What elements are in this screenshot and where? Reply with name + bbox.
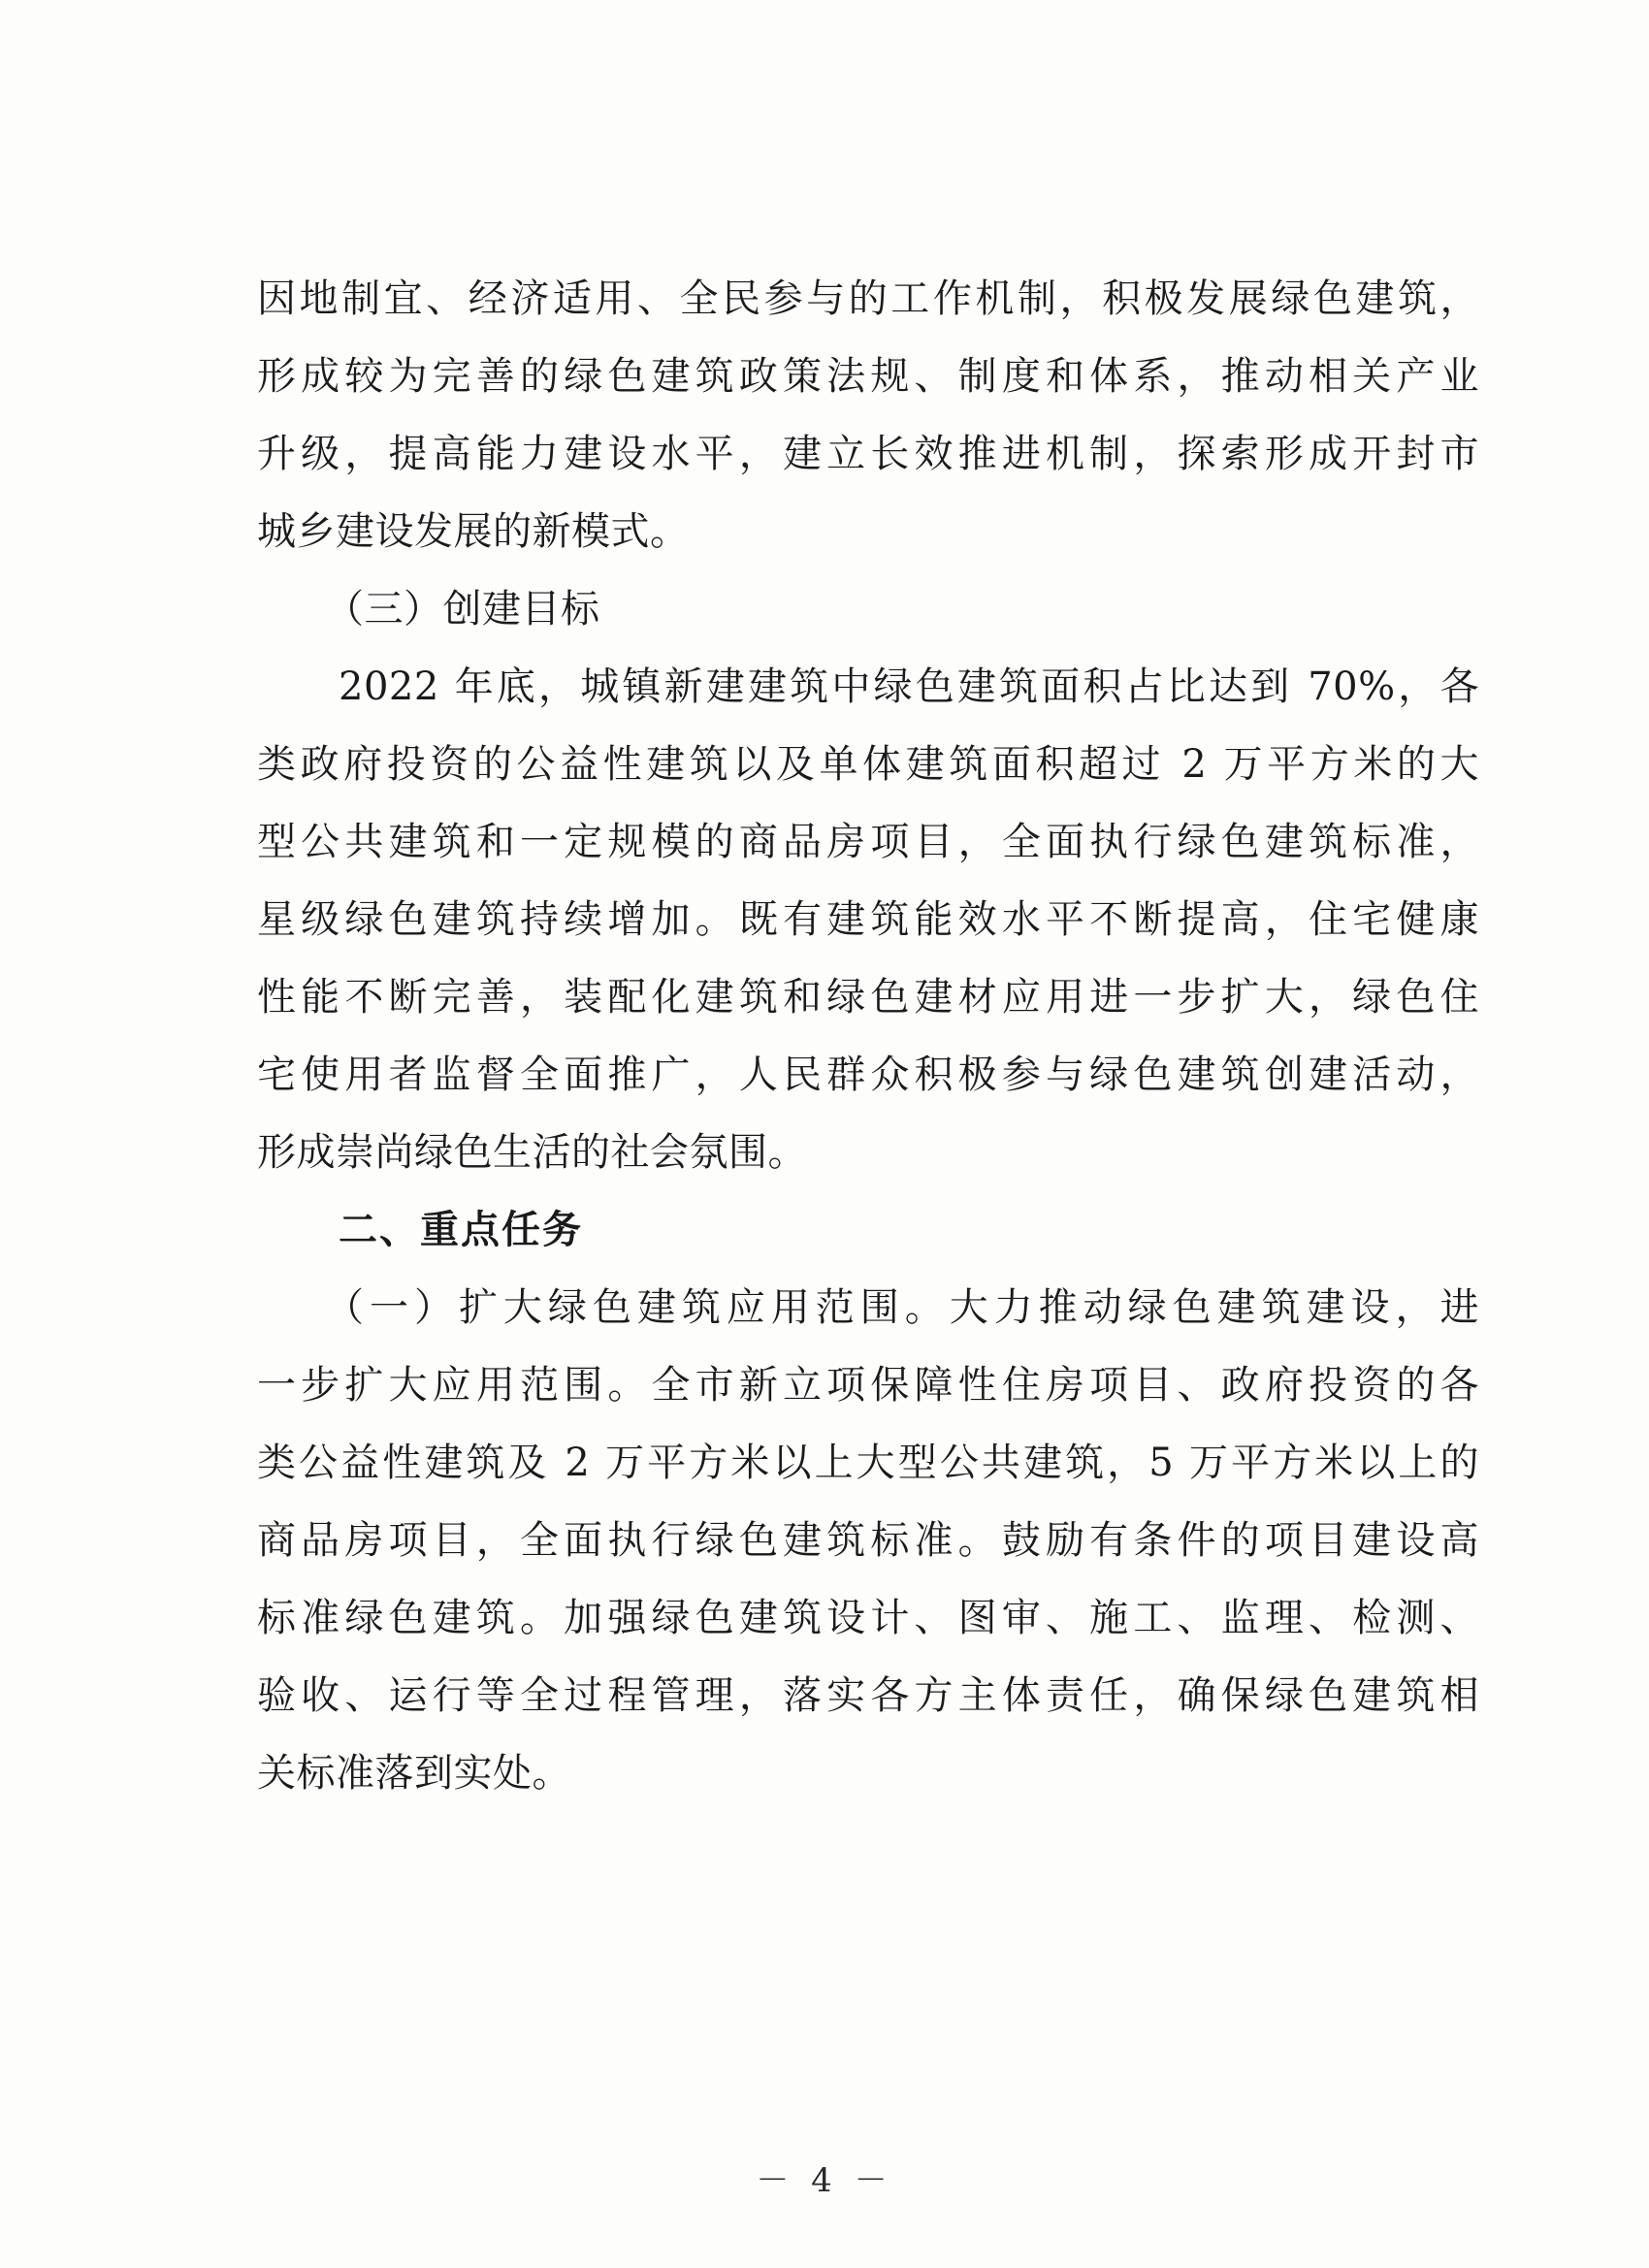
section-heading-key-tasks: 二、重点任务 [339,1208,583,1252]
body-line: 2022 年底，城镇新建建筑中绿色建筑面积占比达到 70%，各 [339,664,1479,709]
body-line: 星级绿色建筑持续增加。既有建筑能效水平不断提高，住宅健康 [257,897,1479,942]
page-number: － 4 － [756,2161,893,2200]
body-line: 城乡建设发展的新模式。 [257,509,690,554]
body-line: 形成崇尚绿色生活的社会氛围。 [257,1130,807,1175]
body-line: 升级，提高能力建设水平，建立长效推进机制，探索形成开封市 [257,432,1479,476]
document-body [257,260,1479,1812]
body-line: 型公共建筑和一定规模的商品房项目，全面执行绿色建筑标准， [257,820,1479,864]
body-line: 商品房项目，全面执行绿色建筑标准。鼓励有条件的项目建设高 [257,1518,1479,1563]
body-line: 形成较为完善的绿色建筑政策法规、制度和体系，推动相关产业 [257,354,1479,399]
subheading-creation-goals: （三）创建目标 [325,587,600,632]
body-line: 标准绿色建筑。加强绿色建筑设计、图审、施工、监理、检测、 [257,1596,1479,1640]
body-line: 类政府投资的公益性建筑以及单体建筑面积超过 2 万平方米的大 [257,742,1479,787]
body-line: 宅使用者监督全面推广，人民群众积极参与绿色建筑创建活动， [257,1053,1479,1097]
body-line: 验收、运行等全过程管理，落实各方主体责任，确保绿色建筑相 [257,1673,1479,1718]
body-line: （一）扩大绿色建筑应用范围。大力推动绿色建筑建设，进 [325,1285,1479,1330]
body-line: 性能不断完善，装配化建筑和绿色建材应用进一步扩大，绿色住 [257,975,1479,1020]
body-line: 因地制宜、经济适用、全民参与的工作机制，积极发展绿色建筑， [257,276,1479,321]
body-line: 关标准落到实处。 [257,1751,571,1796]
body-line: 类公益性建筑及 2 万平方米以上大型公共建筑，5 万平方米以上的 [257,1441,1479,1485]
body-line: 一步扩大应用范围。全市新立项保障性住房项目、政府投资的各 [257,1363,1479,1408]
